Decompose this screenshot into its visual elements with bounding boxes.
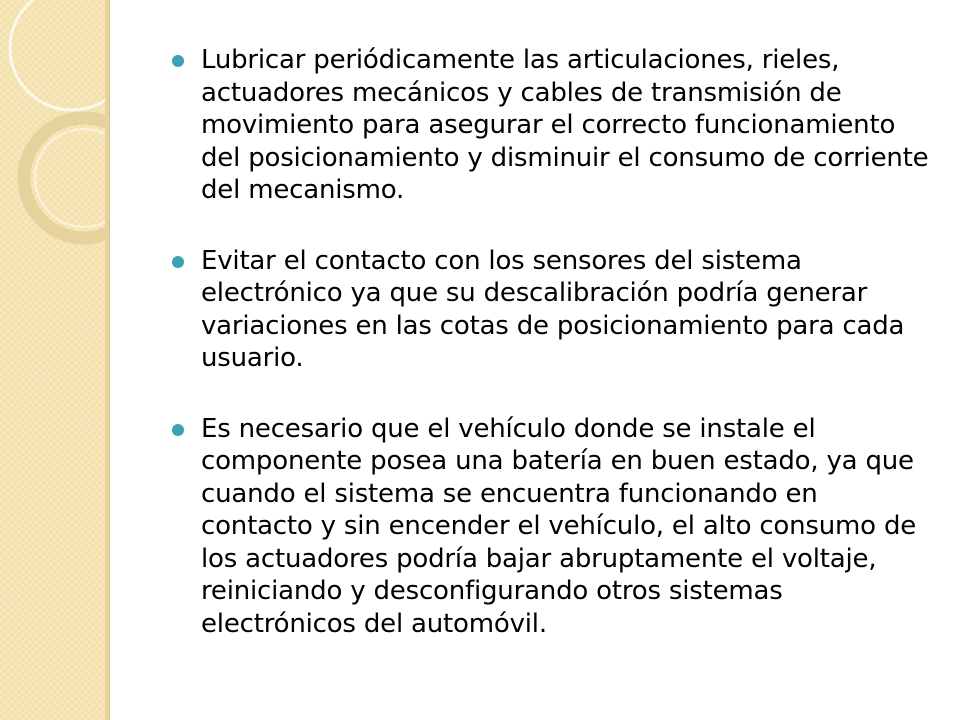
- decorative-side-band: [0, 0, 105, 720]
- bullet-item: [172, 413, 932, 641]
- round-bullet-icon: [172, 424, 184, 436]
- bullet-text: Evitar el contacto con los sensores del sistema electrónico ya que su descalibración podría generar variaciones en las cotas de posicionamiento para cada usuario.: [201, 245, 905, 373]
- bullet-item: [172, 245, 932, 375]
- bullet-text: Es necesario que el vehículo donde se instale el componente posea una batería en buen estado, ya que cuando el sistema se encuentra funcionando en contacto y sin encender el vehículo, el alto consumo de los actuadores podría bajar abruptamente el voltaje, reiniciando y desconfigurando otros sistemas electrónicos del automóvil.: [201, 413, 917, 639]
- bullet-text: Lubricar periódicamente las articulaciones, rieles, actuadores mecánicos y cables de transmisión de movimiento para asegurar el correcto funcionamiento del posicionamiento y disminuir el consumo de corriente del mecanismo.: [201, 45, 929, 205]
- decorative-circles-icon: [0, 0, 105, 720]
- side-band-border: [105, 0, 110, 720]
- bullet-list: [172, 44, 932, 640]
- slide-content: [172, 44, 932, 678]
- round-bullet-icon: [172, 256, 184, 268]
- bullet-item: [172, 44, 932, 207]
- round-bullet-icon: [172, 55, 184, 67]
